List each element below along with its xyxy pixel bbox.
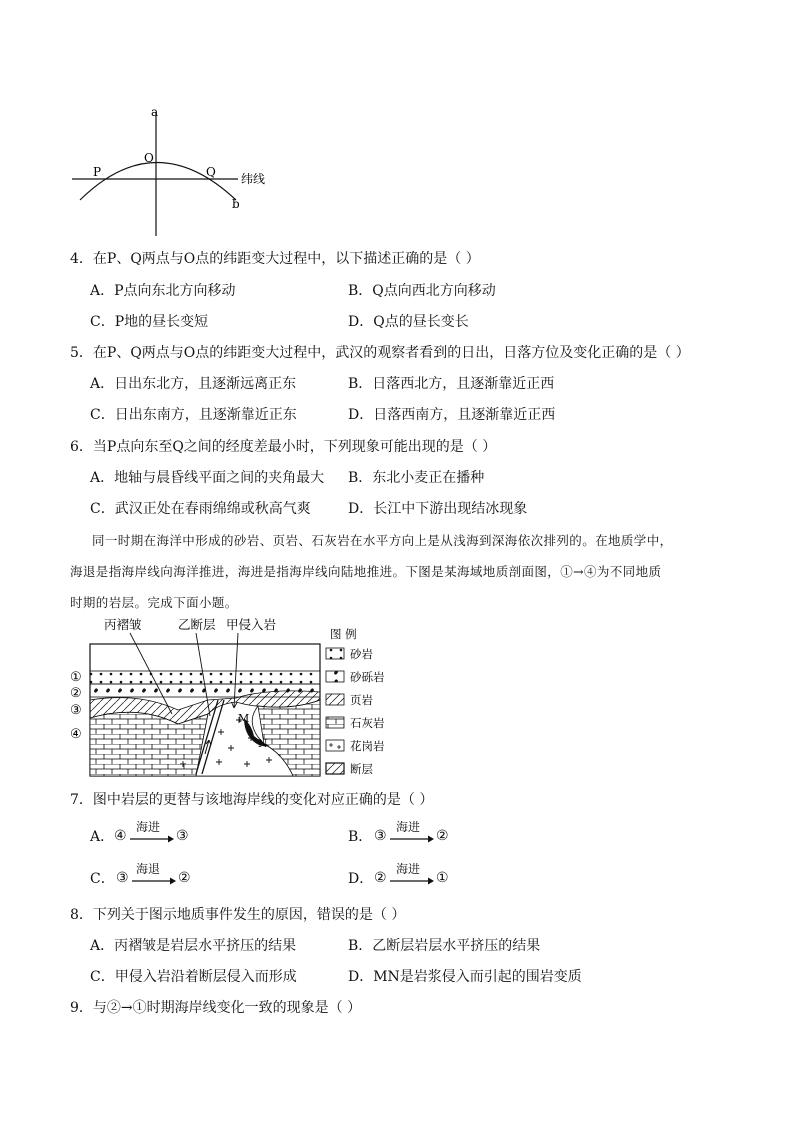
option-c-to: ②: [178, 870, 191, 886]
legend-swatch-shale: [326, 694, 344, 705]
legend-swatch-granite: [326, 740, 344, 751]
question-4-option-c[interactable]: C．P地的昼长变短: [90, 314, 209, 330]
option-d-to: ①: [436, 870, 449, 886]
question-7-option-d[interactable]: [348, 860, 488, 890]
legend-label-shale: 页岩: [350, 693, 373, 707]
layer-label-4: ④: [70, 727, 82, 742]
label-a: a: [151, 105, 159, 119]
label-o: O: [144, 151, 154, 165]
layer-label-1: ①: [70, 670, 82, 685]
latitude-diagram: [60, 100, 290, 240]
option-b-letter: B．: [348, 829, 373, 845]
label-fold: 丙褶皱: [104, 617, 142, 632]
limestone-left: [90, 712, 208, 776]
option-a-from: ④: [114, 828, 127, 844]
legend-swatch-gravel: [326, 671, 344, 682]
question-7-option-c[interactable]: [90, 860, 230, 890]
legend-label-gravel: 砂砾岩: [350, 670, 385, 684]
option-c-from: ③: [116, 870, 129, 886]
legend-label-granite: 花岗岩: [350, 739, 385, 753]
question-8-option-a[interactable]: A．丙褶皱是岩层水平挤压的结果: [90, 938, 297, 954]
layer-label-3: ③: [70, 703, 82, 718]
question-7-option-b[interactable]: [348, 818, 488, 848]
question-6-stem: 6．当P点向东至Q之间的经度差最小时，下列现象可能出现的是（ ）: [70, 439, 497, 455]
arrow-icon: [390, 834, 434, 844]
legend-title: 图 例: [330, 627, 357, 641]
question-8-option-c[interactable]: C．甲侵入岩沿着断层侵入而形成: [90, 969, 297, 985]
option-b-word: 海进: [396, 820, 421, 834]
option-d-letter: D．: [348, 871, 374, 887]
option-c-letter: C．: [90, 871, 115, 887]
arrow-icon: [132, 876, 176, 886]
passage-line-2: 海退是指海岸线向海洋推进，海进是指海岸线向陆地推进。下图是某海域地质剖面图，①→④为不同地质: [70, 564, 662, 579]
question-8-option-b[interactable]: B．乙断层岩层水平挤压的结果: [348, 938, 541, 954]
label-latitude: 纬线: [241, 172, 266, 186]
question-8-option-d[interactable]: D．MN是岩浆侵入而引起的围岩变质: [348, 969, 582, 985]
question-8-stem: 8．下列关于图示地质事件发生的原因，错误的是（ ）: [70, 907, 406, 923]
question-6-option-a[interactable]: A．地轴与晨昏线平面之间的夹角最大: [90, 470, 325, 486]
label-intrusion: 甲侵入岩: [226, 617, 277, 632]
legend-label-fault: 断层: [350, 762, 373, 776]
label-q: Q: [206, 165, 216, 179]
question-4-stem: 4．在P、Q两点与O点的纬距变大过程中，以下描述正确的是（ ）: [70, 251, 480, 267]
question-6-option-b[interactable]: B．东北小麦正在播种: [348, 470, 485, 486]
label-b: b: [232, 197, 240, 211]
question-4-option-d[interactable]: D．Q点的昼长变长: [348, 314, 469, 330]
option-d-from: ②: [374, 870, 387, 886]
label-p: P: [93, 165, 102, 179]
option-a-letter: A．: [90, 829, 115, 845]
label-fault: 乙断层: [178, 617, 216, 632]
option-a-word: 海进: [136, 820, 161, 834]
arrow-icon: [390, 876, 434, 886]
question-5-option-c[interactable]: C．日出东南方，且逐渐靠近正东: [90, 407, 297, 423]
legend-swatch-limestone: [326, 717, 344, 728]
option-d-word: 海进: [396, 862, 421, 876]
arrow-icon: [130, 834, 174, 844]
passage-line-3: 时期的岩层。完成下面小题。: [70, 595, 238, 610]
sandstone-layer: [90, 671, 320, 684]
question-9-stem: 9．与②→①时期海岸线变化一致的现象是（ ）: [70, 1000, 362, 1016]
legend-swatch-fault: [326, 763, 344, 774]
question-5-option-b[interactable]: B．日落西北方，且逐渐靠近正西: [348, 376, 555, 392]
option-a-to: ③: [176, 828, 189, 844]
geologic-section-diagram: [68, 614, 428, 780]
question-5-option-d[interactable]: D．日落西南方，且逐渐靠近正西: [348, 407, 556, 423]
question-4-option-a[interactable]: A．P点向东北方向移动: [90, 283, 236, 299]
question-6-option-c[interactable]: C．武汉正处在春雨绵绵或秋高气爽: [90, 501, 311, 517]
question-5-stem: 5．在P、Q两点与O点的纬距变大过程中，武汉的观察者看到的日出，日落方位及变化正确的是（ ）: [70, 345, 690, 361]
legend-swatch-sandstone: [326, 648, 344, 659]
question-6-option-d[interactable]: D．长江中下游出现结冰现象: [348, 501, 528, 517]
question-7-stem: 7．图中岩层的更替与该地海岸线的变化对应正确的是（ ）: [70, 792, 434, 808]
legend-label-sandstone: 砂岩: [350, 647, 373, 661]
question-5-option-a[interactable]: A．日出东北方，且逐渐远离正东: [90, 376, 297, 392]
passage-line-1: 同一时期在海洋中形成的砂岩、页岩、石灰岩在水平方向上是从浅海到深海依次排列的。在地质学中，: [92, 533, 673, 548]
question-4-option-b[interactable]: B．Q点向西北方向移动: [348, 283, 496, 299]
option-b-to: ②: [436, 828, 449, 844]
option-c-word: 海退: [136, 862, 161, 876]
legend-label-limestone: 石灰岩: [350, 716, 385, 730]
label-m: M: [238, 712, 250, 725]
question-7-option-a[interactable]: [90, 818, 230, 848]
layer-label-2: ②: [70, 686, 82, 701]
label-n: N: [258, 737, 268, 750]
option-b-from: ③: [374, 828, 387, 844]
